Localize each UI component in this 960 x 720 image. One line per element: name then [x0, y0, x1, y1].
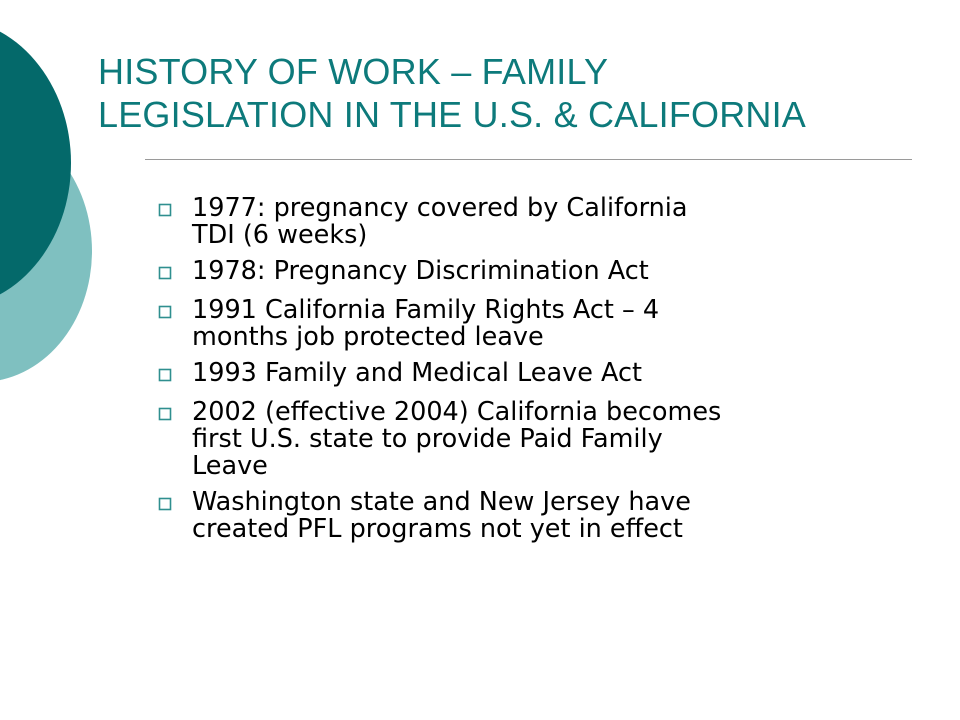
bullet-text-line: 1991 California Family Rights Act – 4: [192, 295, 660, 325]
bullet-text: [192, 297, 659, 351]
slide-title-line: HISTORY OF WORK – FAMILY: [98, 51, 609, 92]
hollow-square-bullet-icon: [158, 399, 192, 429]
bullet-text-line: 1978: Pregnancy Discrimination Act: [192, 256, 649, 286]
hollow-square-bullet-icon: [158, 258, 192, 288]
slide-title-line: LEGISLATION IN THE U.S. & CALIFORNIA: [98, 94, 807, 135]
hollow-square-bullet-icon: [158, 297, 192, 327]
bullet-text: [192, 489, 691, 543]
bullet-text-line: 2002 (effective 2004) California becomes: [192, 397, 722, 427]
slide-title: [98, 50, 948, 136]
bullet-text-line: Leave: [192, 451, 268, 481]
bullet-item: [158, 489, 898, 543]
bullet-item: [158, 195, 898, 249]
bullet-text-line: first U.S. state to provide Paid Family: [192, 424, 663, 454]
hollow-square-bullet-icon: [158, 360, 192, 390]
bullet-text-line: created PFL programs not yet in effect: [192, 514, 683, 544]
bullet-item: [158, 258, 898, 288]
bullet-item: [158, 297, 898, 351]
bullet-text-line: Washington state and New Jersey have: [192, 487, 691, 517]
hollow-square-bullet-icon: [158, 195, 192, 225]
bullet-list: [158, 195, 898, 552]
bullet-text-line: 1977: pregnancy covered by California: [192, 193, 688, 223]
bullet-text-line: TDI (6 weeks): [192, 220, 368, 250]
bullet-text: [192, 258, 649, 285]
bullet-text: [192, 195, 688, 249]
bullet-text-line: 1993 Family and Medical Leave Act: [192, 358, 643, 388]
bullet-item: [158, 399, 898, 480]
bullet-text: [192, 399, 721, 480]
bullet-text-line: months job protected leave: [192, 322, 544, 352]
bullet-text: [192, 360, 642, 387]
bullet-item: [158, 360, 898, 390]
hollow-square-bullet-icon: [158, 489, 192, 519]
title-divider: [145, 159, 912, 160]
